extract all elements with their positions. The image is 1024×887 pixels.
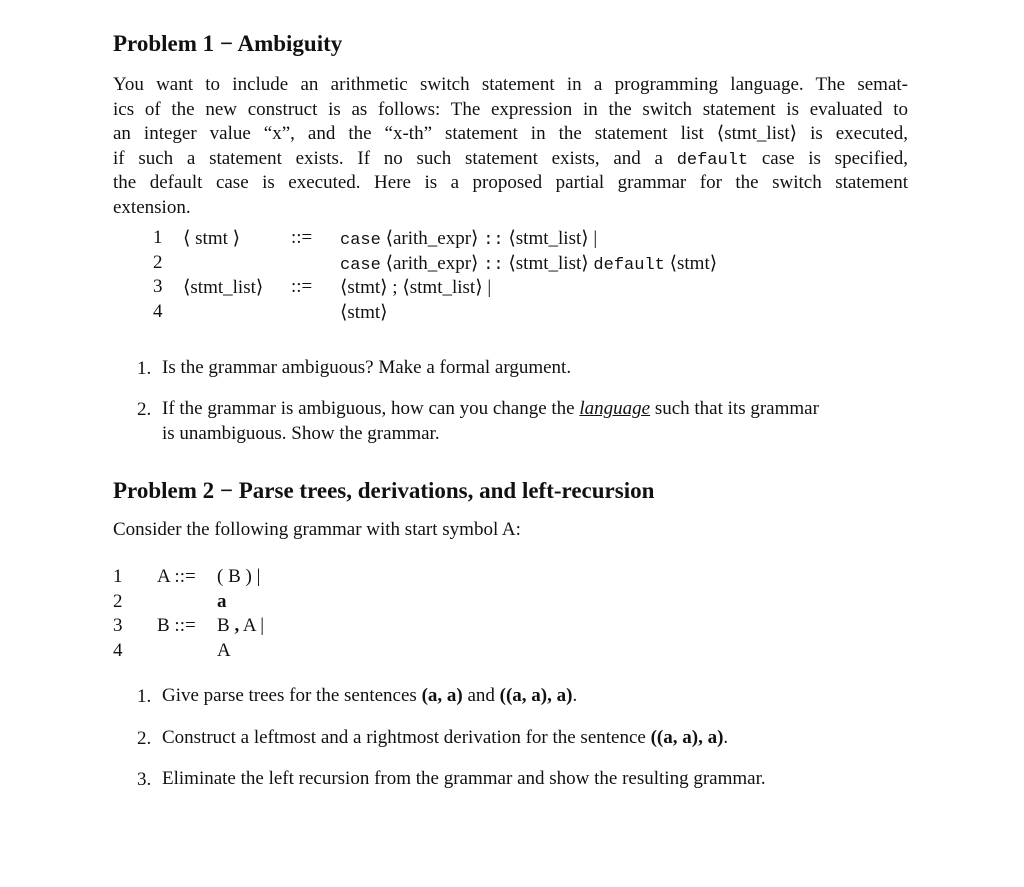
rule-number: 1	[153, 227, 163, 248]
question-text	[162, 422, 440, 446]
text-segment: B	[217, 615, 235, 637]
text-segment: an integer value “x”, and the “x-th” statement in the statement list ⟨stmt_list⟩ is executed,	[113, 123, 908, 145]
text-segment: .	[572, 685, 578, 706]
paragraph-line	[113, 171, 908, 195]
text-segment: Construct a leftmost and a rightmost derivation for the sentence	[162, 727, 651, 748]
rule-number: 2	[153, 251, 163, 273]
question-number: 1.	[137, 686, 152, 707]
question-text	[162, 726, 728, 750]
text-segment: ::	[483, 255, 504, 275]
question-number: 3.	[137, 769, 152, 790]
text-segment: ⟨arith_expr⟩	[380, 228, 484, 249]
problem2-intro: Consider the following grammar with start symbol A:	[113, 519, 521, 540]
text-segment: a	[217, 590, 227, 612]
text-segment: the default case is executed. Here is a proposed partial grammar for the switch statement	[113, 172, 908, 194]
paragraph-line	[113, 147, 908, 171]
text-segment: such that its grammar	[650, 398, 819, 419]
text-segment: case is specified,	[748, 147, 909, 169]
text-segment: Is the grammar ambiguous? Make a formal argument.	[162, 357, 572, 378]
rule-lhs: ⟨ stmt ⟩	[183, 228, 241, 249]
rule-operator: ::=	[291, 227, 313, 248]
text-segment: if such a statement exists. If no such statement exists, and a	[113, 147, 677, 169]
text-segment: ⟨arith_expr⟩	[380, 252, 484, 274]
rule-rhs	[340, 276, 491, 299]
text-segment: (a, a)	[421, 685, 463, 706]
text-segment: A	[217, 639, 231, 661]
text-segment: ⟨stmt⟩ ; ⟨stmt_list⟩ |	[340, 277, 492, 299]
rule-rhs	[217, 615, 264, 637]
text-segment: language	[579, 398, 651, 419]
text-segment: You want to include an arithmetic switch statement in a programming language. The semat-	[113, 74, 908, 95]
text-segment: .	[723, 727, 729, 748]
text-segment: ( B ) |	[217, 566, 261, 587]
text-segment: Eliminate the left recursion from the grammar and show the resulting grammar.	[162, 768, 766, 789]
text-segment: is unambiguous. Show the grammar.	[162, 422, 440, 444]
text-segment: Give parse trees for the sentences	[162, 685, 422, 706]
rule-number: 4	[113, 639, 123, 661]
rule-number: 3	[153, 276, 163, 298]
text-segment: A |	[239, 615, 265, 637]
question-text	[162, 356, 571, 380]
text-segment: case	[340, 255, 381, 275]
rule-number: 2	[113, 590, 123, 612]
question-number: 2.	[137, 728, 152, 749]
text-segment: case	[340, 231, 381, 250]
rule-lhs: ⟨stmt_list⟩	[183, 277, 264, 299]
rule-rhs	[340, 227, 597, 250]
paragraph-line	[113, 196, 908, 220]
text-segment: ::	[483, 231, 504, 250]
rule-operator: ::=	[291, 276, 313, 298]
question-text	[162, 684, 577, 708]
question-text	[162, 767, 766, 791]
rule-lhs: A ::=	[157, 566, 196, 587]
question-number: 2.	[137, 399, 152, 420]
rule-number: 1	[113, 566, 123, 587]
text-segment: ⟨stmt_list⟩ |	[503, 228, 598, 249]
text-segment: default	[676, 150, 749, 170]
question-number: 1.	[137, 358, 152, 379]
text-segment: extension.	[113, 197, 191, 218]
rule-rhs	[340, 301, 388, 324]
text-segment: ⟨stmt_list⟩	[503, 252, 594, 274]
rule-rhs	[217, 566, 260, 588]
problem1-title: Problem 1 − Ambiguity	[113, 31, 343, 56]
question-text	[162, 397, 819, 421]
paragraph-line	[113, 73, 908, 97]
text-segment: default	[593, 255, 665, 275]
text-segment: If the grammar is ambiguous, how can you change the	[162, 398, 580, 419]
text-segment: ⟨stmt⟩	[340, 301, 388, 323]
text-segment: ics of the new construct is as follows: The expression in the switch statement is evaluated to	[113, 98, 908, 120]
text-segment: ((a, a), a)	[499, 685, 573, 706]
text-segment: ((a, a), a)	[650, 727, 724, 748]
text-segment: and	[462, 685, 500, 706]
rule-number: 4	[153, 300, 163, 322]
rule-lhs: B ::=	[157, 615, 196, 637]
problem2-title: Problem 2 − Parse trees, derivations, and left-recursion	[113, 478, 655, 503]
rule-rhs	[217, 591, 227, 613]
rule-rhs	[340, 252, 717, 275]
paragraph-line	[113, 98, 908, 122]
rule-rhs	[217, 640, 231, 662]
paragraph-line	[113, 122, 908, 146]
text-segment: ,	[234, 615, 240, 637]
text-segment: ⟨stmt⟩	[664, 252, 718, 274]
rule-number: 3	[113, 615, 123, 637]
